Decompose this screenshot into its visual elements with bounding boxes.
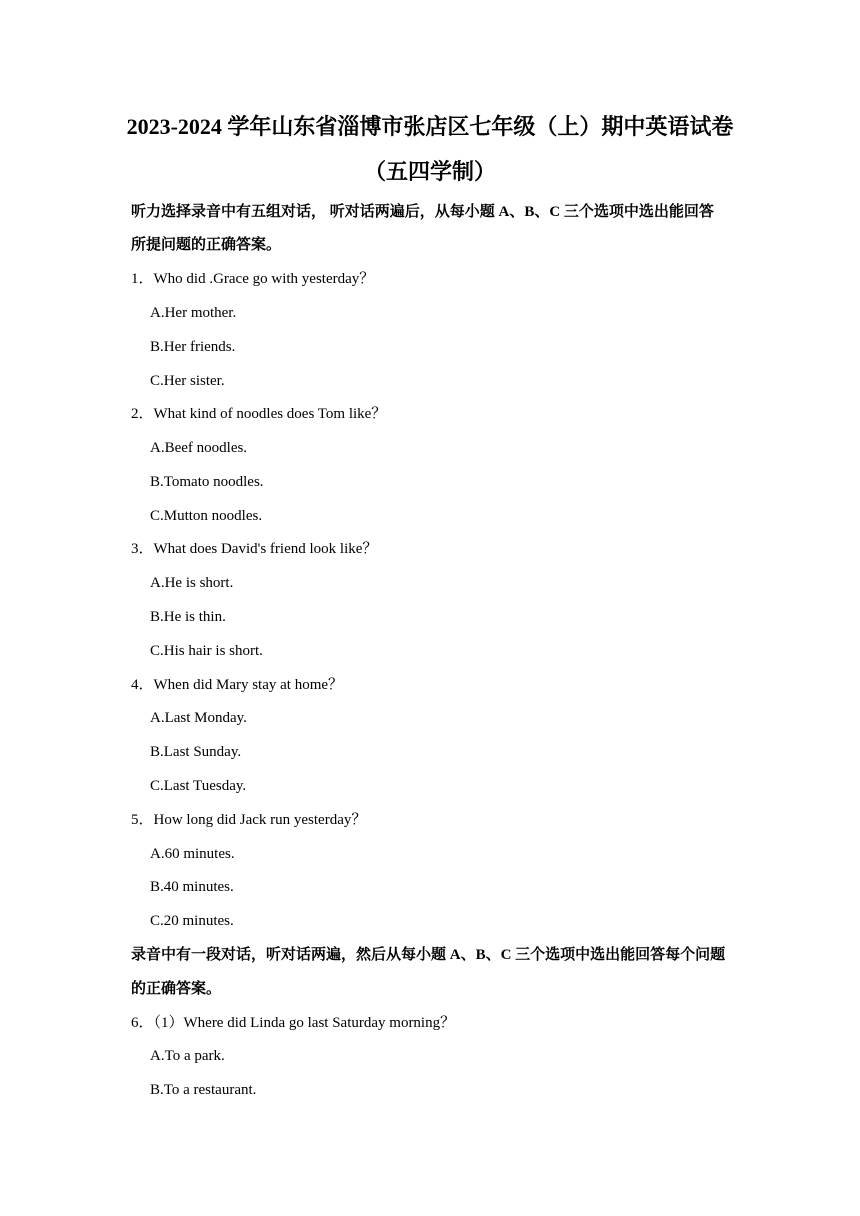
question-4: 4．When did Mary stay at home？ [131, 677, 344, 693]
question-5-option-b: B.40 minutes. [150, 879, 234, 895]
question-2-option-c: C.Mutton noodles. [150, 508, 263, 524]
question-6-1: 6．（1）Where did Linda go last Saturday morning？ [131, 1015, 456, 1031]
exam-title: 2023-2024 学年山东省淄博市张店区七年级（上）期中英语试卷 [126, 114, 734, 139]
question-5-option-c: C.20 minutes. [150, 913, 234, 929]
question-1: 1．Who did .Grace go with yesterday？ [131, 271, 375, 287]
section2-instruction-line2: 的正确答案。 [131, 981, 222, 997]
section1-instruction-line1: 听力选择录音中有五组对话， 听对话两遍后，从每小题 A、B、C 三个选项中选出能回答 [131, 204, 714, 220]
question-2-option-b: B.Tomato noodles. [150, 474, 264, 490]
question-1-option-a: A.Her mother. [150, 305, 237, 321]
question-1-option-b: B.Her friends. [150, 339, 236, 355]
question-3-option-a: A.He is short. [150, 575, 234, 591]
section2-instruction-line1: 录音中有一段对话，听对话两遍，然后从每小题 A、B、C 三个选项中选出能回答每个问题 [131, 947, 726, 963]
question-6-1-option-a: A.To a park. [150, 1048, 225, 1064]
exam-subtitle: （五四学制） [363, 159, 496, 184]
section1-instruction-line2: 所提问题的正确答案。 [131, 237, 282, 253]
question-2-option-a: A.Beef noodles. [150, 440, 248, 456]
question-5: 5．How long did Jack run yesterday？ [131, 812, 367, 828]
question-4-option-c: C.Last Tuesday. [150, 778, 247, 794]
question-3-option-c: C.His hair is short. [150, 643, 263, 659]
question-2: 2．What kind of noodles does Tom like？ [131, 406, 387, 422]
question-4-option-b: B.Last Sunday. [150, 744, 242, 760]
question-1-option-c: C.Her sister. [150, 373, 225, 389]
question-3: 3．What does David's friend look like？ [131, 541, 378, 557]
question-4-option-a: A.Last Monday. [150, 710, 247, 726]
question-3-option-b: B.He is thin. [150, 609, 226, 625]
question-5-option-a: A.60 minutes. [150, 846, 235, 862]
question-6-1-option-b: B.To a restaurant. [150, 1082, 257, 1098]
